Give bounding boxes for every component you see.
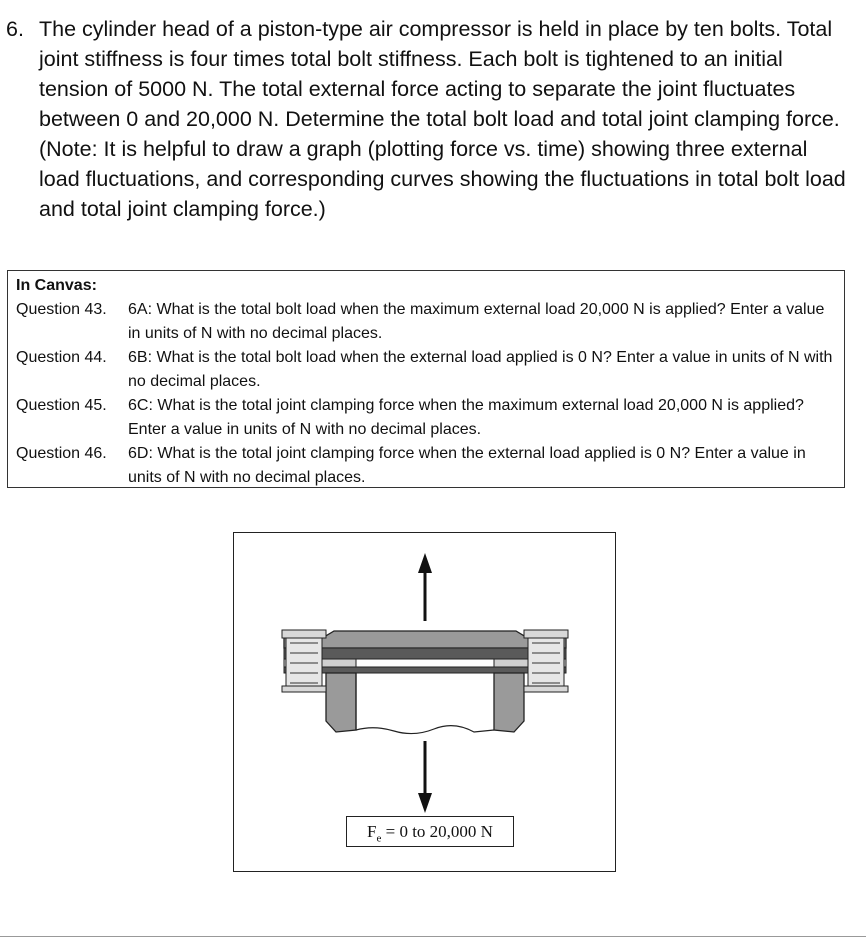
question-text: 6C: What is the total joint clamping force when the maximum external load 20,000 N is applied? Enter a value in units of N with no decimal places.	[128, 397, 804, 438]
question-label: Question 46.	[16, 445, 107, 462]
footer-divider	[0, 936, 866, 937]
force-subscript: e	[376, 832, 382, 845]
question-item	[16, 442, 836, 490]
question-item	[16, 346, 836, 394]
question-label: Question 44.	[16, 349, 107, 366]
cylinder-wall-left	[326, 673, 356, 732]
external-load-label	[346, 816, 514, 847]
bolt-left	[282, 630, 326, 692]
question-label: Question 45.	[16, 397, 107, 414]
force-range: = 0 to 20,000 N	[381, 822, 493, 841]
question-label: Question 43.	[16, 301, 107, 318]
canvas-heading: In Canvas:	[16, 277, 97, 294]
cylinder-head-figure	[233, 532, 616, 872]
question-item	[16, 298, 836, 346]
question-text: 6A: What is the total bolt load when the maximum external load 20,000 N is applied? Enter a value in units of N with no decimal places.	[128, 301, 825, 342]
force-symbol: F	[367, 822, 377, 841]
question-text: 6D: What is the total joint clamping force when the external load applied is 0 N? Enter a value in units of N with no decimal places.	[128, 445, 806, 486]
problem-text: The cylinder head of a piston-type air compressor is held in place by ten bolts. Total joint stiffness is four times total bolt stiffness. Each bolt is tightened to an initial tension of 5000 N. The total external force acting to separate the joint fluctuates between 0 and 20,000 N. Determine the total bolt load and total joint clamping force. (Note: It is helpful to draw a graph (plotting force vs. time) showing three external load fluctuations, and corresponding curves showing the fluctuations in total bolt load and total joint clamping force.)	[39, 17, 846, 221]
canvas-questions-box	[7, 270, 845, 488]
bolt-right	[524, 630, 568, 692]
problem-statement	[6, 14, 852, 224]
problem-number: 6.	[6, 17, 24, 41]
cylinder-wall-right	[494, 673, 524, 732]
question-item	[16, 394, 836, 442]
arrow-down-icon	[418, 741, 432, 813]
arrow-up-icon	[418, 553, 432, 621]
question-text: 6B: What is the total bolt load when the external load applied is 0 N? Enter a value in units of N with no decimal places.	[128, 349, 833, 390]
